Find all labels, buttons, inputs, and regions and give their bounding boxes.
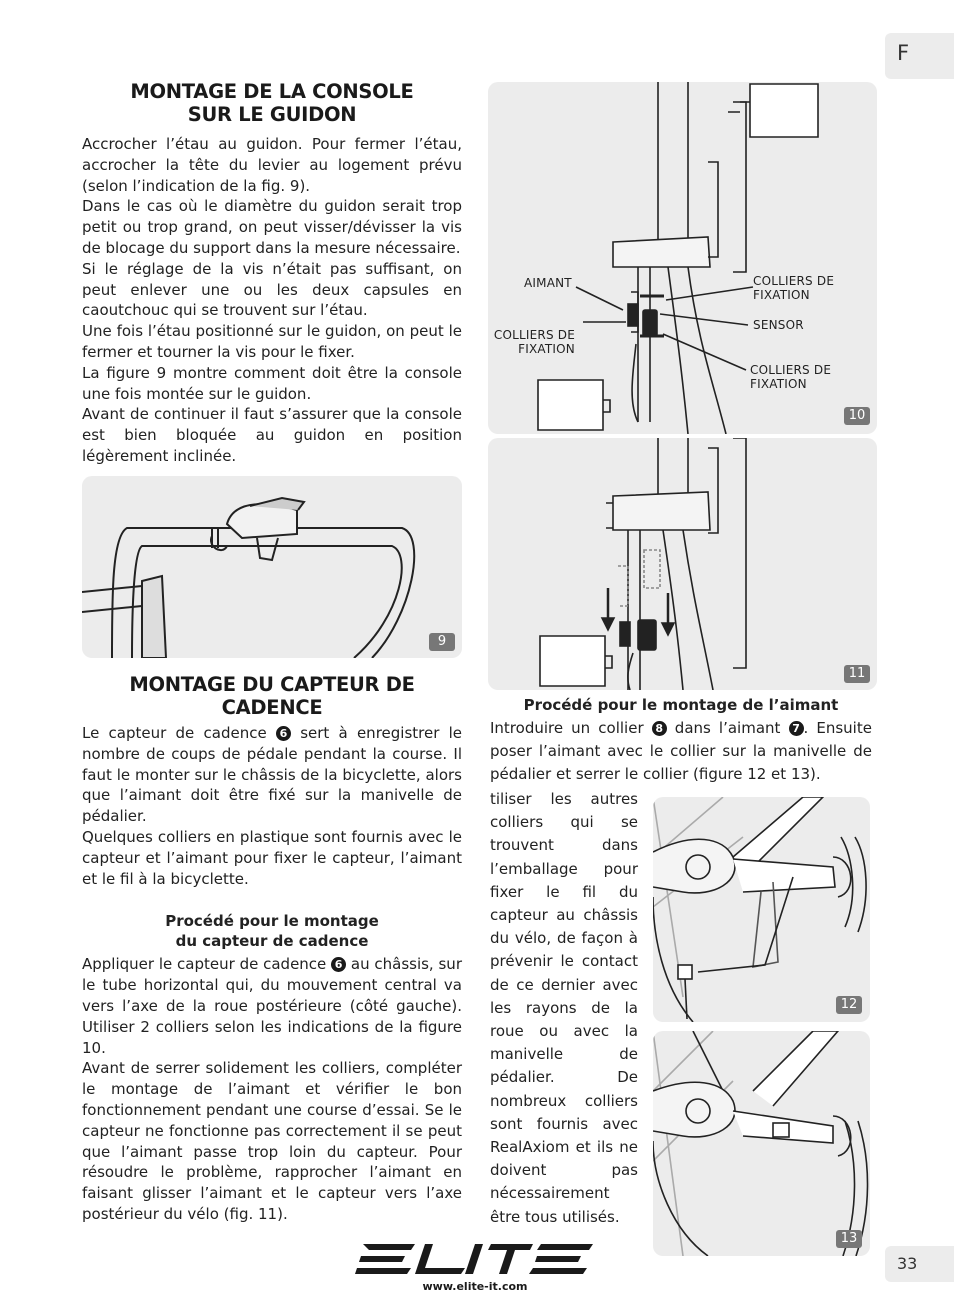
label-colliers-bottom-line1: COLLIERS DE: [750, 363, 832, 377]
figure-10-sensor-mount: [488, 82, 877, 434]
label-colliers-top-line2: FIXATION: [753, 288, 810, 302]
section-console-mount: [82, 80, 462, 467]
section2-title: MONTAGE DU CAPTEUR DE CADENCE: [129, 673, 415, 719]
page-number: 33: [897, 1254, 918, 1273]
label-aimant: AIMANT: [524, 276, 572, 290]
section3-p1-b: dans l’aimant: [674, 719, 781, 737]
callout-6-icon: 6: [276, 726, 291, 741]
figure-12-magnet-crank: [653, 797, 870, 1022]
figure-13-drawing: [653, 1031, 870, 1256]
figure-9-badge: 9: [429, 633, 455, 651]
section2-subhead-line1: Procédé pour le montage: [165, 912, 379, 931]
section1-title-line2: SUR LE GUIDON: [187, 103, 357, 126]
section2-subhead-line2: du capteur de cadence: [175, 932, 369, 951]
label-colliers-top-line1: COLLIERS DE: [753, 274, 835, 288]
section1-paragraph: Une fois l’étau positionné sur le guidon, on peut le fermer et tourner la vis pour le fixer.: [82, 322, 462, 361]
section1-paragraph: Dans le cas où le diamètre du guidon serait trop petit ou trop grand, on peut visser/dévisser la vis de blocage du support dans la mesure nécessaire.: [82, 197, 462, 257]
section2-procedure-body: [82, 954, 462, 1224]
label-colliers-top: [753, 274, 834, 302]
section1-paragraph: Accrocher l’étau au guidon. Pour fermer l’étau, accrocher la tête du levier au logement prévu (selon l’indication de la fig. 9).: [82, 135, 462, 195]
section1-title-line1: MONTAGE DE LA CONSOLE: [130, 80, 414, 103]
figure-11-drawing: [488, 438, 877, 690]
page-number-tab: [885, 1246, 954, 1282]
figure-11-sensor-slide: [488, 438, 877, 690]
figure-12-badge: 12: [836, 996, 862, 1014]
section2-p3-before: Appliquer le capteur de cadence: [82, 955, 327, 974]
callout-6-icon: 6: [331, 957, 346, 972]
section3-p1-a: Introduire un collier: [490, 719, 644, 737]
label-colliers-left-line1: COLLIERS DE: [493, 328, 575, 342]
figure-13-magnet-crank: [653, 1031, 870, 1256]
language-tab: [885, 33, 954, 79]
section2-paragraph-4: Avant de serrer solidement les colliers, compléter le montage de l’aimant et vérifier le bon fonctionnement pendant une course d’essai. Se le capteur ne fonctionne pas correctement il se peut que l’aimant passe trop loin du capteur. Pour résoudre le problème, rapprocher l’aimant en faisant glisser l’aimant et le capteur vers l’axe postérieur du vélo (fig. 11).: [82, 1059, 462, 1223]
figure-12-drawing: [653, 797, 870, 1022]
label-colliers-left: [493, 328, 575, 356]
figure-9-drawing: [82, 476, 462, 658]
figure-11-badge: 11: [844, 665, 870, 683]
section3-p1-c: . Ensuite poser l’aimant avec le collier sur la manivelle de pédalier et serrer le collier (figure 12 et 13).: [490, 719, 872, 783]
label-colliers-bottom: [750, 363, 831, 391]
label-colliers-bottom-line2: FIXATION: [750, 377, 807, 391]
label-colliers-left-line2: FIXATION: [518, 342, 575, 356]
section2-paragraph-1: [82, 723, 462, 827]
section1-paragraph: La figure 9 montre comment doit être la console une fois montée sur le guidon.: [82, 363, 462, 403]
section2-paragraph-3: [82, 954, 462, 1058]
footer-url: www.elite-it.com: [422, 1280, 528, 1293]
callout-8-icon: 8: [652, 721, 667, 736]
section2-p1-before: Le capteur de cadence: [82, 724, 267, 742]
section2-p3-after: au châssis, sur le tube horizontal qui, du mouvement central va vers l’axe de la roue postérieure (côté gauche). Utiliser 2 colliers selon les indications de la figure 10.: [82, 955, 462, 1057]
section-cadence-sensor: [82, 673, 462, 1225]
footer: [355, 1240, 595, 1300]
section1-paragraph: Si le réglage de la vis n’était pas suffisant, on peut enlever une ou les deux capsules en caoutchouc qui se trouvent sur l’étau.: [82, 259, 462, 320]
label-sensor: SENSOR: [753, 318, 804, 332]
section3-paragraph-1: [490, 717, 872, 786]
section-magnet-mount: [490, 695, 872, 786]
section3-subhead: Procédé pour le montage de l’aimant: [523, 696, 839, 714]
figure-13-badge: 13: [836, 1230, 862, 1248]
section2-paragraph-2: Quelques colliers en plastique sont fournis avec le capteur et l’aimant pour fixer le capteur, l’aimant et le fil à la bicyclette.: [82, 827, 462, 888]
figure-9-handlebar-console: [82, 476, 462, 658]
section2-p1-after: sert à enregistrer le nombre de coups de pédale pendant la course. Il faut le monter sur le châssis de la bicyclette, alors que l’aimant doit être fixé sur la manivelle de pédalier.: [82, 724, 463, 826]
language-tab-label: F: [897, 41, 910, 65]
section3-paragraph-2: tiliser les autres colliers qui se trouvent dans l’emballage pour fixer le fil du capteur au châssis du vélo, de façon à prévenir le contact de ce dernier avec les rayons de la roue ou avec la manivelle de pédalier. De nombreux colliers sont fournis avec RealAxiom et ils ne doivent pas nécessairement être tous utilisés.: [490, 790, 638, 1226]
figure-10-badge: 10: [844, 407, 870, 425]
section1-body: [82, 134, 462, 467]
callout-7-icon: 7: [789, 721, 804, 736]
elite-logo: [355, 1240, 595, 1280]
section2-body: [82, 723, 462, 889]
section1-paragraph: Avant de continuer il faut s’assurer que la console est bien bloquée au guidon en position légèrement inclinée.: [82, 405, 462, 465]
